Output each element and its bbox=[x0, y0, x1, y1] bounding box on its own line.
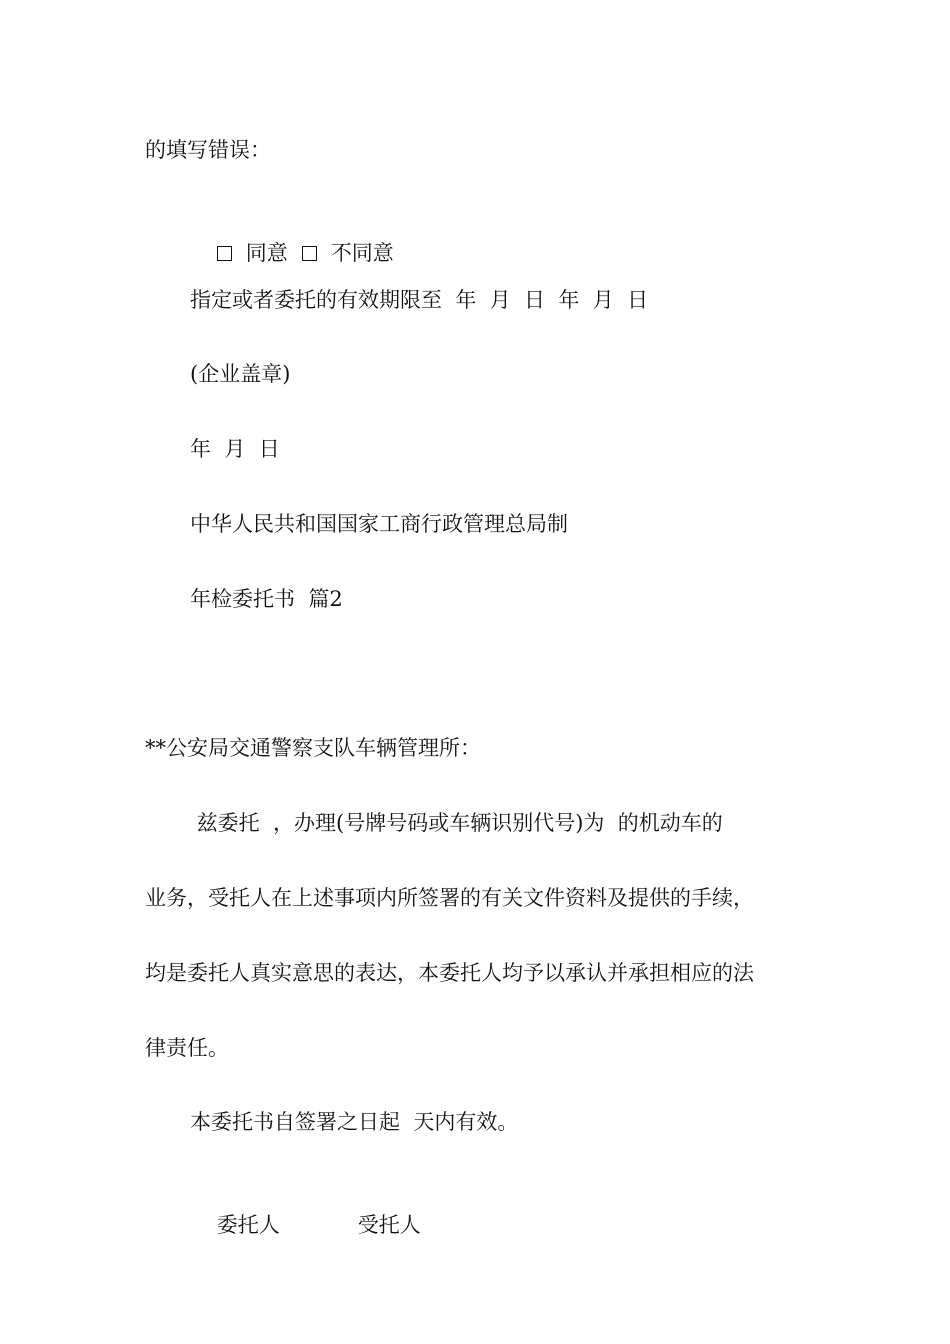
signature-row bbox=[190, 1183, 421, 1267]
paragraph-line: 业务，受托人在上述事项内所签署的有关文件资料及提供的手续， bbox=[145, 886, 754, 910]
paragraph-line: 均是委托人真实意思的表达，本委托人均予以承认并承担相应的法 bbox=[145, 961, 754, 985]
date-line: 年 月 日 bbox=[190, 437, 280, 461]
principal-label: 委托人 bbox=[216, 1213, 280, 1237]
agree-label: 同意 bbox=[245, 241, 288, 265]
paragraph-line: 兹委托 ，办理(号牌号码或车辆识别代号)为 的机动车的 bbox=[190, 811, 723, 835]
disagree-label: 不同意 bbox=[330, 241, 394, 265]
section-title: 年检委托书 篇2 bbox=[190, 587, 343, 611]
consent-options bbox=[190, 211, 394, 295]
issuer-line: 中华人民共和国国家工商行政管理总局制 bbox=[190, 512, 568, 536]
company-seal-line: (企业盖章) bbox=[190, 362, 291, 386]
agent-label: 受托人 bbox=[357, 1213, 421, 1237]
paragraph-line: 律责任。 bbox=[145, 1036, 229, 1060]
text-line-fill-error: 的填写错误： bbox=[145, 138, 271, 162]
disagree-checkbox[interactable] bbox=[302, 246, 317, 261]
agree-checkbox[interactable] bbox=[217, 246, 232, 261]
addressee-line: **公安局交通警察支队车辆管理所： bbox=[145, 736, 481, 760]
validity-days-line: 本委托书自签署之日起 天内有效。 bbox=[190, 1110, 519, 1134]
validity-period-line: 指定或者委托的有效期限至 年 月 日 年 月 日 bbox=[190, 288, 649, 312]
